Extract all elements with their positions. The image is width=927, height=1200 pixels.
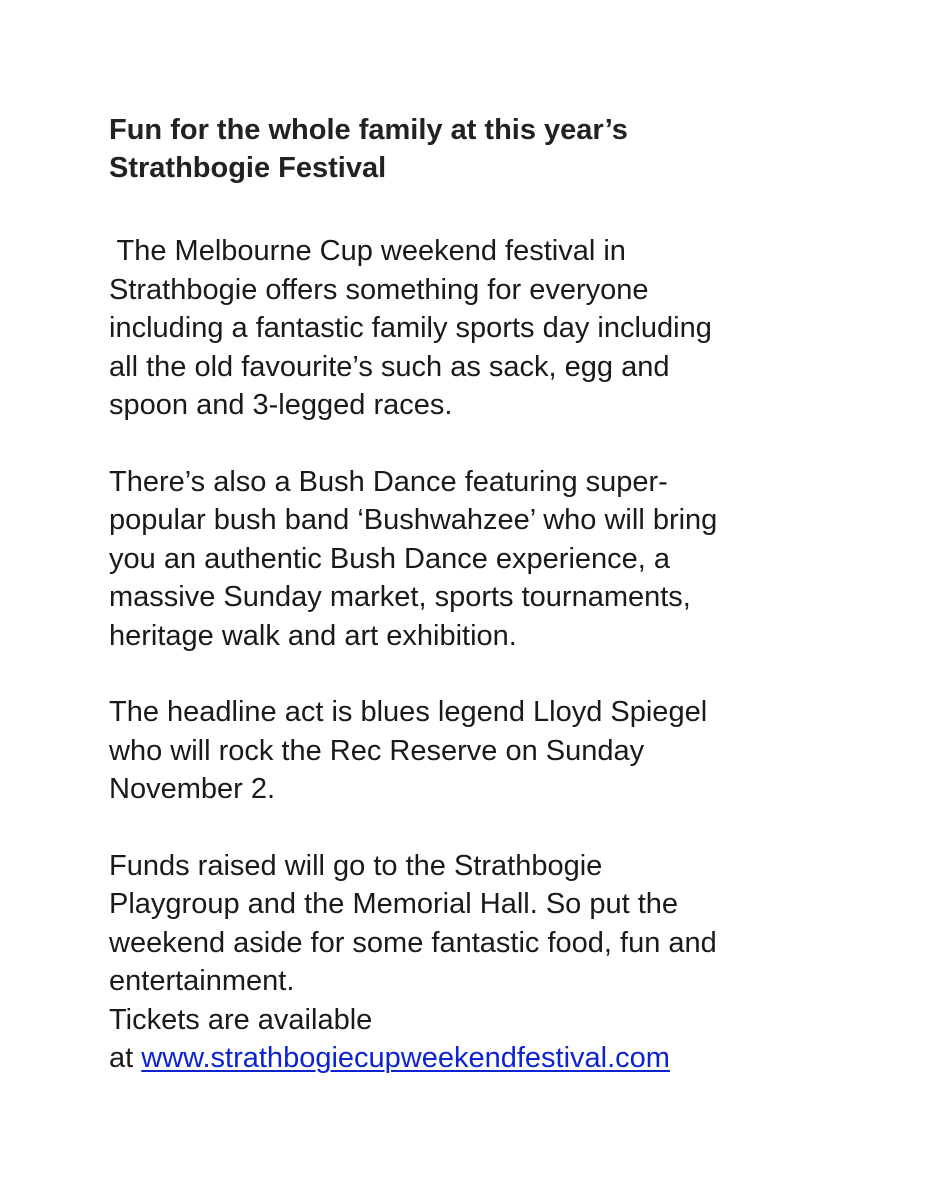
festival-website-link[interactable]: www.strathbogiecupweekendfestival.com [141,1042,670,1074]
paragraph-bush-dance [109,463,849,656]
paragraph-funds-tickets [109,847,849,1078]
text-line: November 2. [109,773,276,805]
text-line: who will rock the Rec Reserve on Sunday [109,734,645,767]
paragraph-headline-act [109,693,849,809]
text-line: you an authentic Bush Dance experience, a [109,542,671,575]
text-line: Playgroup and the Memorial Hall. So put the [109,888,679,920]
text-line: spoon and 3-legged races. [109,389,453,421]
text-line: The headline act is blues legend Lloyd Spiegel [109,696,708,728]
text-line: heritage walk and art exhibition. [109,619,517,652]
text-line: Funds raised will go to the Strathbogie [109,849,603,882]
link-prefix: at [109,1042,142,1074]
article-title-line: Strathbogie Festival [109,152,387,184]
text-line: massive Sunday market, sports tournaments, [109,581,691,613]
tickets-link-line [109,1039,849,1078]
text-line: The Melbourne Cup weekend festival in [109,235,626,267]
text-line: Strathbogie offers something for everyone [109,273,649,306]
paragraph-festival-intro [109,232,849,425]
text-line: popular bush band ‘Bushwahzee’ who will bring [109,504,718,536]
text-line: Tickets are available [109,1003,373,1036]
text-line: entertainment. [109,965,295,997]
text-line: There’s also a Bush Dance featuring super- [109,465,668,498]
text-line: weekend aside for some fantastic food, fun and [109,926,717,959]
text-line: all the old favourite’s such as sack, egg and [109,350,670,383]
article-title-line: Fun for the whole family at this year’s [109,114,628,146]
text-line: including a fantastic family sports day including [109,312,712,344]
article [109,111,849,1078]
article-title [109,111,849,187]
